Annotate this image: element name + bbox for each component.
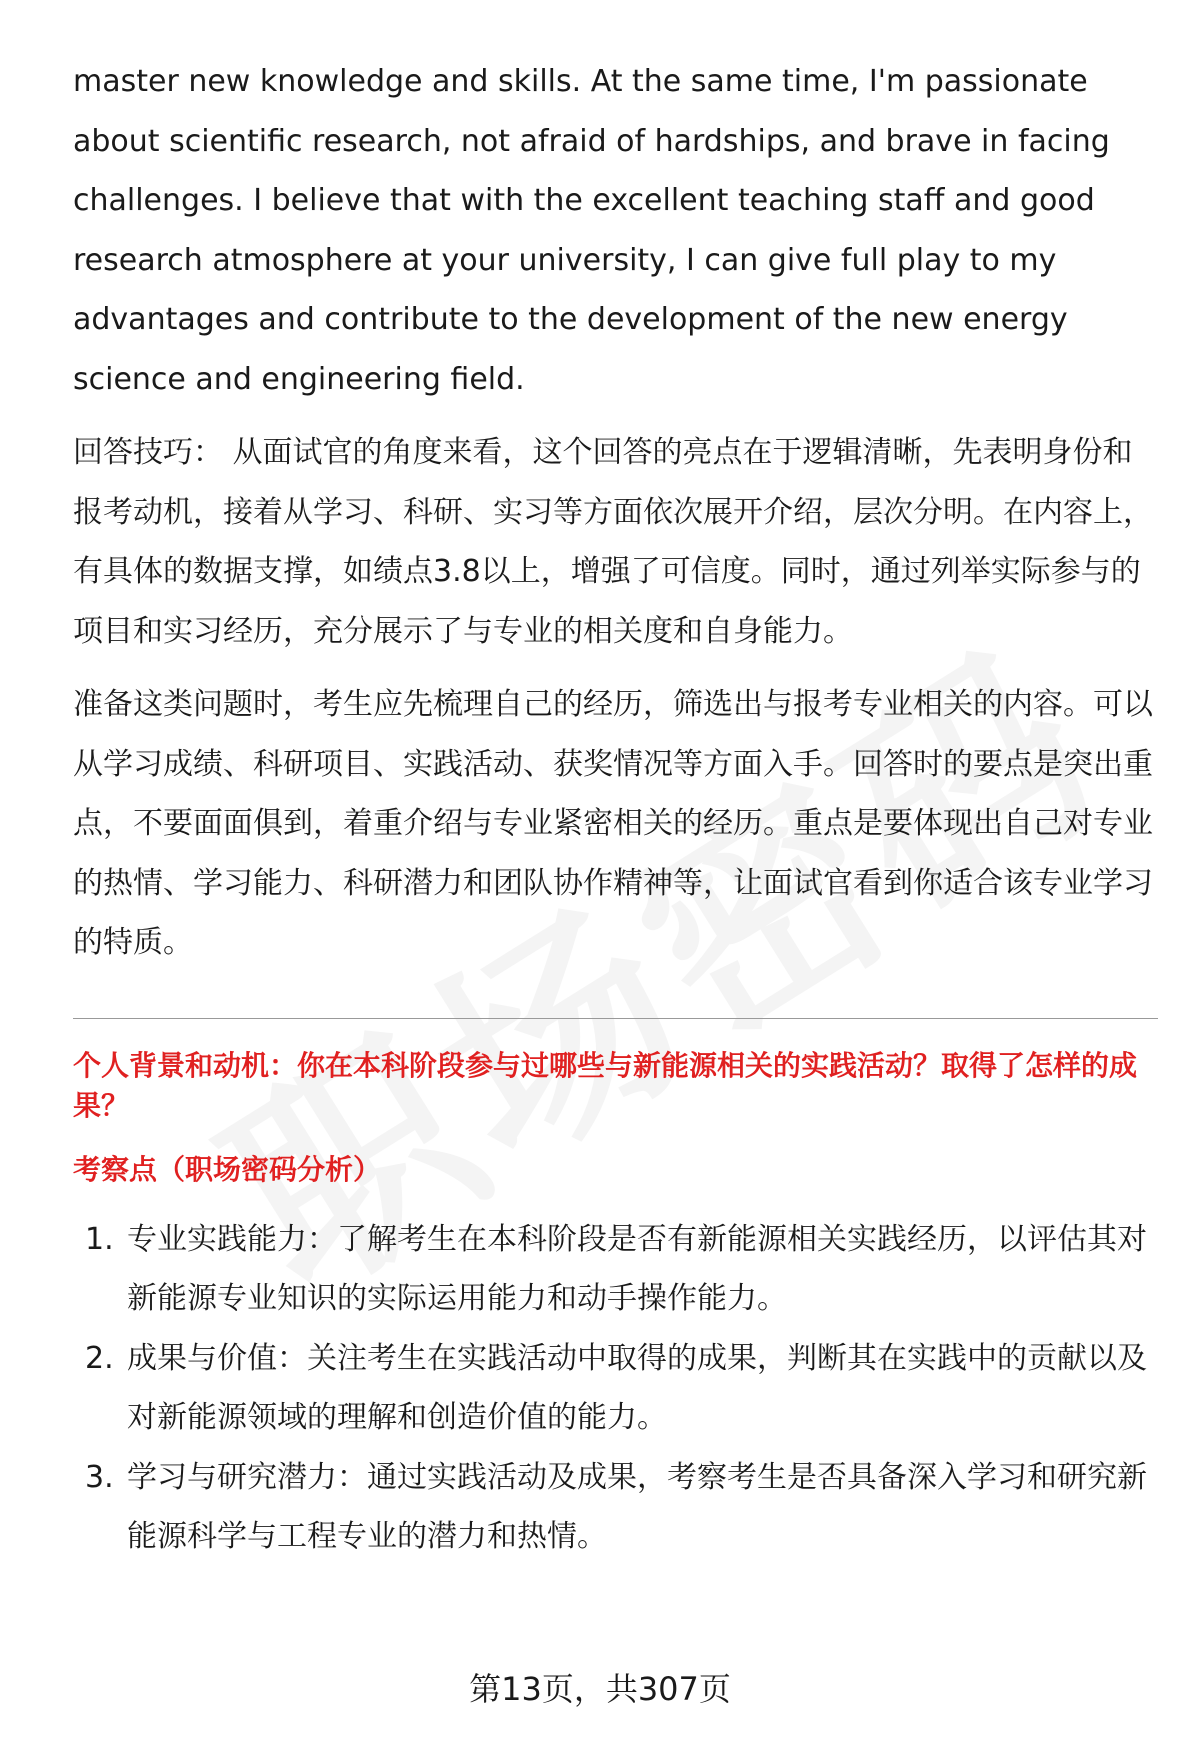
list-item bbox=[73, 1210, 1158, 1329]
list-item bbox=[73, 1329, 1158, 1448]
page-indicator: 第13页，共307页 bbox=[469, 1670, 731, 1708]
tips-paragraph: 回答技巧： 从面试官的角度来看，这个回答的亮点在于逻辑清晰，先表明身份和报考动机，接着从学习、科研、实习等方面依次展开介绍，层次分明。在内容上，有具体的数据支撑，如绩点3.8以上，增强了可信度。同时，通过列举实际参与的项目和实习经历，充分展示了与专业的相关度和自身能力。 bbox=[73, 435, 1153, 649]
list-item-number: 1. bbox=[85, 1221, 114, 1257]
intro-paragraph: master new knowledge and skills. At the same time, I'm passionate about scientific research, not afraid of hardships, and brave in facing challenges. I believe that with the excellent teaching staff and good research atmosphere at your university, I can give full play to my advantages and contribute to the development of the new energy science and engineering field. bbox=[73, 64, 1110, 397]
section-divider bbox=[73, 1018, 1158, 1019]
list-item-text: 专业实践能力：了解考生在本科阶段是否有新能源相关实践经历，以评估其对新能源专业知识的实际运用能力和动手操作能力。 bbox=[127, 1221, 1147, 1316]
prep-paragraph: 准备这类问题时，考生应先梳理自己的经历，筛选出与报考专业相关的内容。可以从学习成绩、科研项目、实践活动、获奖情况等方面入手。回答时的要点是突出重点，不要面面俱到，着重介绍与专业紧密相关的经历。重点是要体现出自己对专业的热情、学习能力、科研潜力和团队协作精神等，让面试官看到你适合该专业学习的特质。 bbox=[73, 687, 1153, 960]
page-content bbox=[73, 52, 1158, 1567]
list-item-text: 学习与研究潜力：通过实践活动及成果，考察考生是否具备深入学习和研究新能源科学与工程专业的潜力和热情。 bbox=[127, 1459, 1147, 1554]
section-title: 考察点（职场密码分析） bbox=[73, 1152, 382, 1186]
question-title: 个人背景和动机：你在本科阶段参与过哪些与新能源相关的实践活动？取得了怎样的成果？ bbox=[73, 1048, 1138, 1122]
list-item-text: 成果与价值：关注考生在实践活动中取得的成果，判断其在实践中的贡献以及对新能源领域的理解和创造价值的能力。 bbox=[127, 1340, 1147, 1435]
points-list bbox=[73, 1210, 1158, 1567]
list-item-number: 3. bbox=[85, 1459, 114, 1495]
list-item-number: 2. bbox=[85, 1340, 114, 1376]
list-item bbox=[73, 1448, 1158, 1567]
